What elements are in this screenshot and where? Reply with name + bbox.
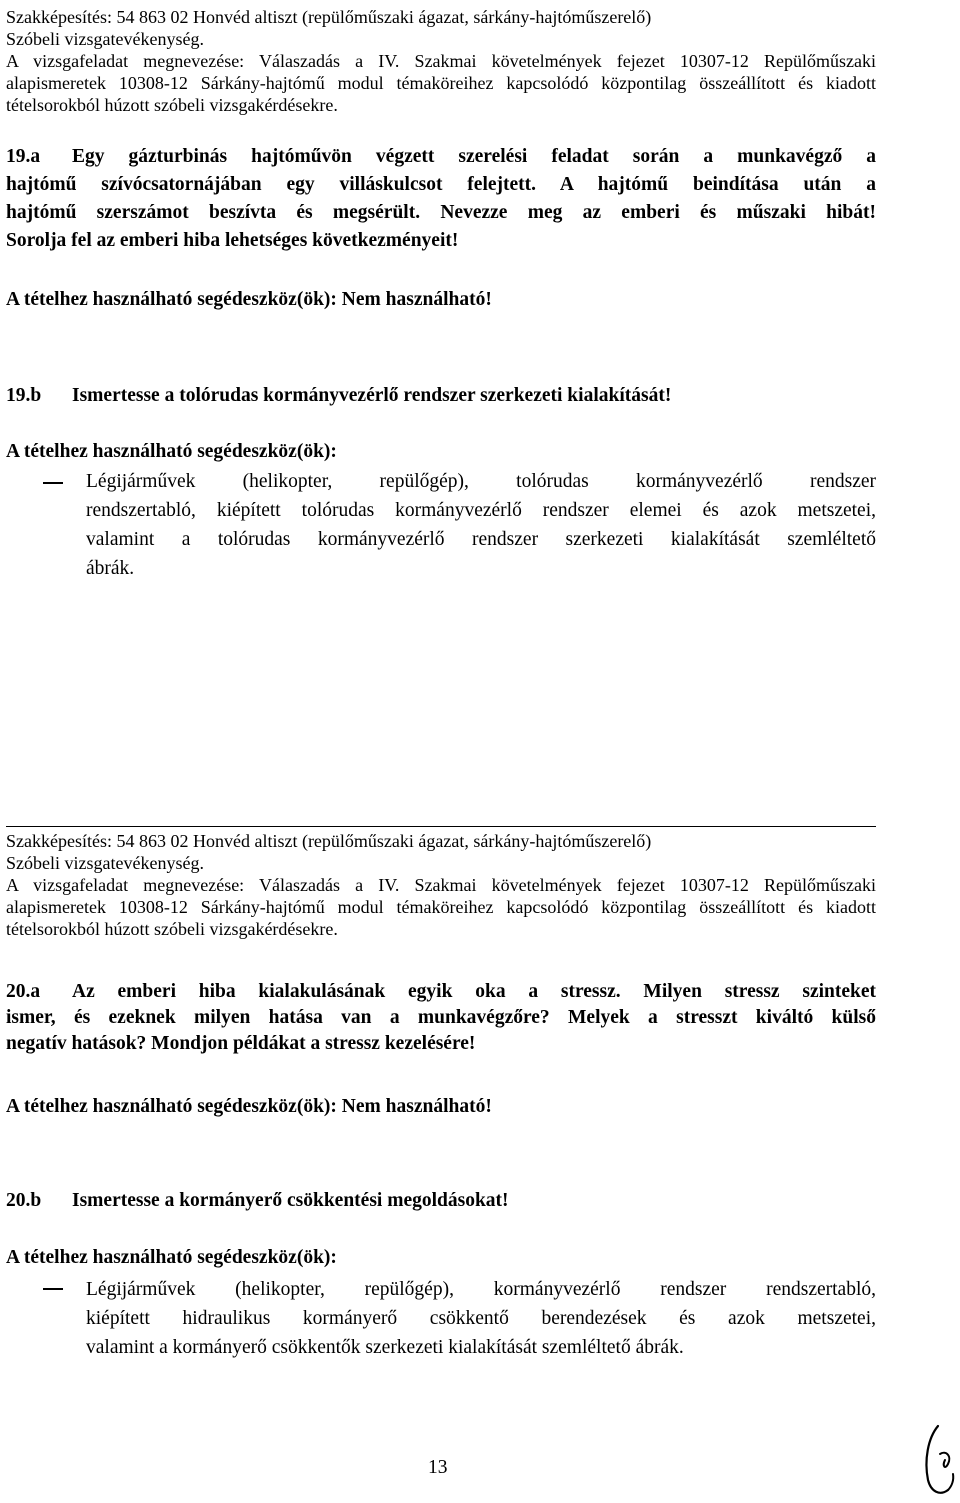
tools-line4: ábrák. bbox=[86, 558, 135, 579]
question-20b bbox=[6, 1188, 876, 1216]
tools-line3: valamint a tolórudas kormányvezérlő rendszer szerkezeti kialakítását szemléltető bbox=[86, 529, 876, 550]
header-qualification: Szakképesítés: 54 863 02 Honvéd altiszt (repülőműszaki ágazat, sárkány-hajtóműszerelő) bbox=[6, 7, 652, 27]
tools-list-19b bbox=[86, 467, 876, 583]
question-20a bbox=[6, 979, 876, 1063]
question-19a bbox=[6, 144, 876, 254]
question-text-line3: negatív hatások? Mondjon példákat a stressz kezelésére! bbox=[6, 1033, 476, 1054]
tools-line3: valamint a kormányerő csökkentők szerkezeti kialakítását szemléltető ábrák. bbox=[86, 1337, 684, 1358]
page-number: 13 bbox=[428, 1457, 448, 1478]
tools-line1: Légijárművek (helikopter, repülőgép), tolórudas kormányvezérlő rendszer bbox=[86, 471, 876, 492]
question-text-line2: hajtómű szívócsatornájában egy villáskulcsot felejtett. A hajtómű beindítása után a bbox=[6, 174, 876, 195]
handwritten-initial-mark bbox=[918, 1420, 958, 1500]
list-dash bbox=[43, 1288, 63, 1290]
header-exam-activity: Szóbeli vizsgatevékenység. bbox=[6, 853, 204, 873]
header-task-name-line1: A vizsgafeladat megnevezése: Válaszadás a IV. Szakmai követelmények fejezet 10307-12 Repülőműszaki bbox=[6, 51, 876, 71]
list-dash bbox=[43, 482, 63, 484]
question-number: 20.a bbox=[6, 981, 41, 1002]
tools-line2: rendszertabló, kiépített tolórudas kormányvezérlő rendszer elemei és azok metszetei, bbox=[86, 500, 876, 521]
question-number: 19.b bbox=[6, 385, 42, 406]
section-divider bbox=[6, 826, 876, 827]
tools-note-19a: A tételhez használható segédeszköz(ök): Nem használható! bbox=[6, 289, 492, 310]
header-exam-activity: Szóbeli vizsgatevékenység. bbox=[6, 29, 204, 49]
header-task-name-line1: A vizsgafeladat megnevezése: Válaszadás a IV. Szakmai követelmények fejezet 10307-12 Repülőműszaki bbox=[6, 875, 876, 895]
tools-label-19b: A tételhez használható segédeszköz(ök): bbox=[6, 441, 337, 462]
question-19b bbox=[6, 383, 876, 411]
question-text-line4: Sorolja fel az emberi hiba lehetséges következményeit! bbox=[6, 230, 459, 251]
tools-note-20a: A tételhez használható segédeszköz(ök): Nem használható! bbox=[6, 1096, 492, 1117]
question-text: Ismertesse a tolórudas kormányvezérlő rendszer szerkezeti kialakítását! bbox=[72, 385, 672, 406]
header-task-name-line2: alapismeretek 10308-12 Sárkány-hajtómű modul témaköreihez kapcsolódó központilag összeállított és kiadott bbox=[6, 73, 876, 93]
question-text: Ismertesse a kormányerő csökkentési megoldásokat! bbox=[72, 1190, 509, 1211]
question-text-line1: Egy gázturbinás hajtóművön végzett szerelési feladat során a munkavégző a bbox=[72, 146, 876, 167]
header-block-1 bbox=[6, 6, 876, 116]
tools-list-20b bbox=[86, 1275, 876, 1362]
header-block-2 bbox=[6, 830, 876, 940]
header-qualification: Szakképesítés: 54 863 02 Honvéd altiszt (repülőműszaki ágazat, sárkány-hajtóműszerelő) bbox=[6, 831, 652, 851]
tools-label-20b: A tételhez használható segédeszköz(ök): bbox=[6, 1247, 337, 1268]
question-number: 19.a bbox=[6, 146, 41, 167]
question-number: 20.b bbox=[6, 1190, 42, 1211]
tools-line1: Légijárművek (helikopter, repülőgép), kormányvezérlő rendszer rendszertabló, bbox=[86, 1279, 876, 1300]
question-text-line1: Az emberi hiba kialakulásának egyik oka a stressz. Milyen stressz szinteket bbox=[72, 981, 876, 1002]
question-text-line3: hajtómű szerszámot beszívta és megsérült. Nevezze meg az emberi és műszaki hibát! bbox=[6, 202, 876, 223]
tools-line2: kiépített hidraulikus kormányerő csökkentő berendezések és azok metszetei, bbox=[86, 1308, 876, 1329]
header-task-name-line2: alapismeretek 10308-12 Sárkány-hajtómű modul témaköreihez kapcsolódó központilag összeállított és kiadott bbox=[6, 897, 876, 917]
question-text-line2: ismer, és ezeknek milyen hatása van a munkavégzőre? Melyek a stresszt kiváltó külső bbox=[6, 1007, 876, 1028]
header-task-name-line3: tételsorokból húzott szóbeli vizsgakérdésekre. bbox=[6, 919, 338, 939]
header-task-name-line3: tételsorokból húzott szóbeli vizsgakérdésekre. bbox=[6, 95, 338, 115]
